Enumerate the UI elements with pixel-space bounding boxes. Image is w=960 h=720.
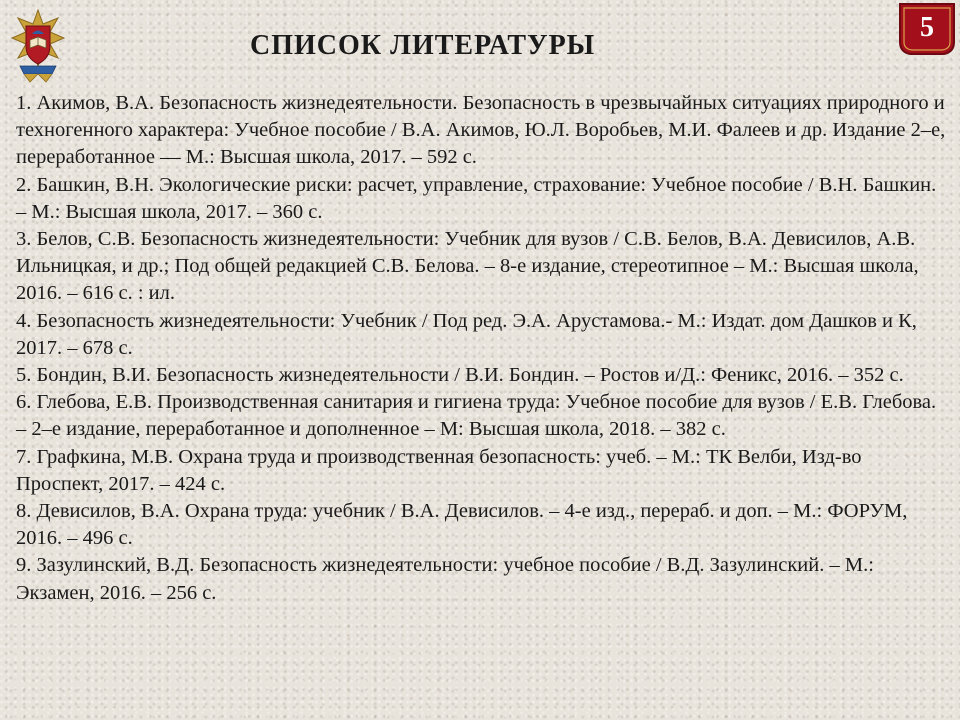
reference-item	[16, 389, 946, 443]
reference-list	[16, 90, 946, 607]
reference-text: Башкин, В.Н. Экологические риски: расчет, управление, страхование: Учебное пособие / В.Н. Башкин. – М.: Высшая школа, 2017. – 360 с.	[16, 173, 937, 223]
reference-number: 2 .	[16, 174, 37, 196]
page-number-badge	[896, 2, 958, 58]
page-number: 5	[920, 12, 934, 43]
reference-number: 1 .	[16, 92, 37, 114]
reference-text: Зазулинский, В.Д. Безопасность жизнедеятельности: учебное пособие / В.Д. Зазулинский. – М.: Экзамен, 2016. – 256 с.	[16, 554, 874, 604]
reference-text: Бондин, В.И. Безопасность жизнедеятельности / В.И. Бондин. – Ростов и/Д.: Феникс, 2016. – 352 с.	[36, 364, 904, 387]
reference-number: 3 .	[16, 228, 37, 250]
reference-item	[16, 308, 946, 362]
reference-number: 6 .	[16, 391, 37, 413]
reference-item	[16, 498, 946, 552]
reference-item	[16, 444, 946, 498]
reference-number: 7 .	[16, 446, 37, 468]
reference-number: 9 .	[16, 554, 37, 576]
reference-item	[16, 90, 946, 172]
reference-item	[16, 362, 946, 389]
reference-item	[16, 226, 946, 308]
reference-item	[16, 552, 946, 606]
reference-text: Девисилов, В.А. Охрана труда: учебник / В.А. Девисилов. – 4-е изд., перераб. и доп. – М.: ФОРУМ, 2016. – 496 с.	[16, 500, 908, 550]
reference-number: 8 .	[16, 500, 37, 522]
reference-text: Акимов, В.А. Безопасность жизнедеятельности. Безопасность в чрезвычайных ситуациях природного и техногенного характера: Учебное пособие / В.А. Акимов, Ю.Л. Воробьев, М.И. Фалеев и др. Издание 2–е, переработанное –– М.: Высшая школа, 2017. – 592 с.	[16, 92, 946, 169]
reference-text: Безопасность жизнедеятельности: Учебник / Под ред. Э.А. Арустамова.- М.: Издат. дом Дашков и К, 2017. – 678 с.	[16, 309, 917, 359]
military-academy-emblem-icon	[10, 8, 66, 84]
reference-number: 4 .	[16, 310, 37, 332]
reference-text: Белов, С.В. Безопасность жизнедеятельности: Учебник для вузов / С.В. Белов, В.А. Девисилов, А.В. Ильницкая, и др.; Под общей редакцией С.В. Белова. – 8-е издание, стереотипное – М.: Высшая школа, 2016. – 616 с. : ил.	[16, 228, 919, 305]
page-title: СПИСОК ЛИТЕРАТУРЫ	[250, 30, 596, 61]
reference-number: 5 .	[16, 364, 37, 386]
reference-text: Графкина, М.В. Охрана труда и производственная безопасность: учеб. – М.: ТК Велби, Изд-во Проспект, 2017. – 424 с.	[16, 445, 862, 495]
reference-item	[16, 172, 946, 226]
reference-text: Глебова, Е.В. Производственная санитария и гигиена труда: Учебное пособие для вузов / Е.В. Глебова. – 2–е издание, переработанное и дополненное – М: Высшая школа, 2018. – 382 с.	[16, 391, 937, 441]
